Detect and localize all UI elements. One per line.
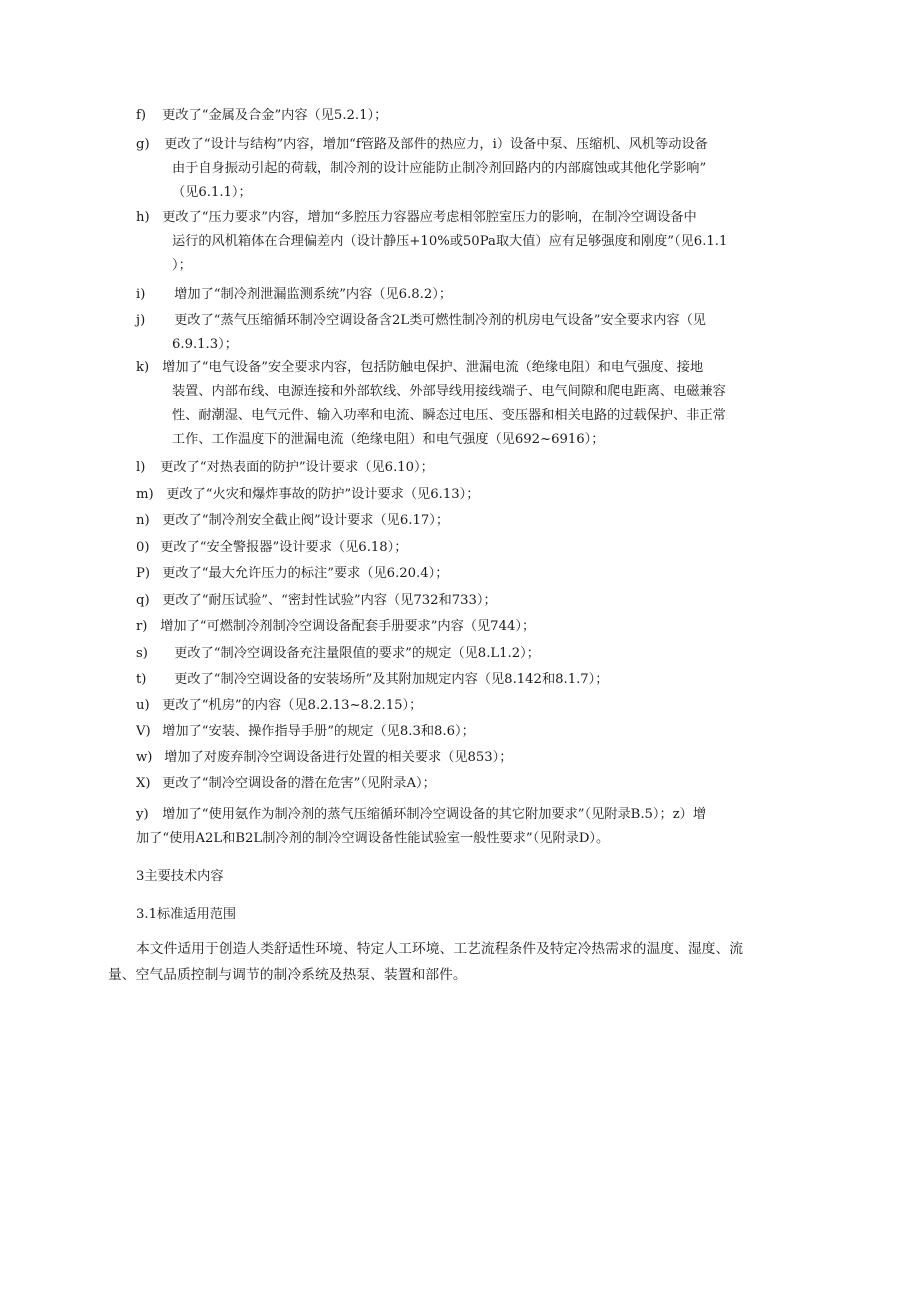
list-text: 更改了“金属及合金”内容（见5.2.1）； bbox=[162, 108, 388, 123]
list-item-q bbox=[136, 589, 826, 613]
list-marker: y) bbox=[136, 807, 149, 822]
list-marker: s) bbox=[136, 646, 148, 661]
list-text: 增加了“可燃制冷剂制冷空调设备配套手册要求”内容（见744）； bbox=[160, 619, 536, 634]
list-text: 更改了“制冷空调设备充注量限值的要求”的规定（见8.L1.2）； bbox=[174, 646, 540, 661]
list-item-r bbox=[136, 615, 826, 639]
list-marker: q) bbox=[136, 593, 150, 608]
list-text-continuation: 运行的风机箱体在合理偏差内（设计静压+10%或50Pa取大值）应有足够强度和刚度”（见6.1.1 bbox=[172, 234, 728, 249]
list-item-p bbox=[136, 562, 826, 586]
list-text-continuation: 由于自身振动引起的荷载，制冷剂的设计应能防止制冷剂回路内的内部腐蚀或其他化学影响” bbox=[172, 161, 707, 176]
list-item-x bbox=[136, 772, 826, 796]
list-text: 更改了“火灾和爆炸事故的防护”设计要求（见6.13）； bbox=[166, 487, 480, 502]
list-text-continuation: 工作、工作温度下的泄漏电流（绝缘电阻）和电气强度（见692~6916）； bbox=[172, 432, 605, 447]
list-item-o bbox=[136, 536, 826, 560]
list-marker: 0) bbox=[136, 540, 150, 555]
list-marker: m) bbox=[136, 487, 154, 502]
paragraph-line: 本文件适用于创造人类舒适性环境、特定人工环境、工艺流程条件及特定冷热需求的温度、湿度、流 bbox=[136, 941, 744, 957]
list-marker: P) bbox=[136, 566, 151, 581]
list-text: 增加了“制冷剂泄漏监测系统”内容（见6.8.2）； bbox=[174, 287, 453, 302]
list-marker: w) bbox=[136, 750, 153, 765]
list-marker: l) bbox=[136, 460, 146, 475]
list-text: 更改了“制冷空调设备的潜在危害”（见附录A）； bbox=[162, 776, 436, 791]
list-text: 更改了“设计与结构”内容，增加“f管路及部件的热应力，i）设备中泵、压缩机、风机等动设备 bbox=[164, 137, 708, 152]
list-text-continuation: （见6.1.1）； bbox=[172, 185, 252, 200]
list-marker: i) bbox=[136, 287, 146, 302]
list-text-continuation: 加了“使用A2L和B2L制冷剂的制冷空调设备性能试验室一般性要求”（见附录D）。 bbox=[136, 831, 610, 846]
list-item-k bbox=[136, 356, 826, 452]
list-marker: V) bbox=[136, 724, 151, 739]
list-marker: n) bbox=[136, 513, 150, 528]
list-marker: f) bbox=[136, 108, 147, 123]
list-text: 增加了“使用氨作为制冷剂的蒸气压缩循环制冷空调设备的其它附加要求”（见附录B.5）；z）增 bbox=[162, 807, 707, 822]
list-text: 更改了“最大允许压力的标注”要求（见6.20.4）； bbox=[162, 566, 449, 581]
scope-paragraph bbox=[108, 936, 828, 988]
list-item-n bbox=[136, 509, 826, 533]
list-item-u bbox=[136, 694, 826, 718]
paragraph-line: 量、空气品质控制与调节的制冷系统及热泵、装置和部件。 bbox=[108, 967, 467, 983]
list-text: 增加了“安装、操作指导手册”的规定（见8.3和8.6）； bbox=[162, 724, 475, 739]
list-text: 增加了“电气设备”安全要求内容，包括防触电保护、泄漏电流（绝缘电阻）和电气强度、接地 bbox=[162, 360, 704, 375]
list-text: 更改了“对热表面的防护”设计要求（见6.10）； bbox=[160, 460, 434, 475]
list-item-h bbox=[136, 206, 826, 278]
list-marker: r) bbox=[136, 619, 148, 634]
list-marker: t) bbox=[136, 672, 147, 687]
list-text: 增加了对废弃制冷空调设备进行处置的相关要求（见853）； bbox=[164, 750, 513, 765]
list-item-f bbox=[136, 104, 826, 128]
list-text: 更改了“制冷空调设备的安装场所”及其附加规定内容（见8.142和8.1.7）； bbox=[174, 672, 609, 687]
list-text: 更改了“耐压试验”、“密封性试验”内容（见732和733）； bbox=[162, 593, 497, 608]
list-text: 更改了“机房”的内容（见8.2.13~8.2.15）； bbox=[162, 698, 423, 713]
list-marker: g) bbox=[136, 137, 150, 152]
list-item-l bbox=[136, 456, 826, 480]
list-item-j bbox=[136, 309, 826, 357]
list-text-continuation: 6.9.1.3）； bbox=[172, 337, 238, 352]
list-marker: X) bbox=[136, 776, 151, 791]
list-text: 更改了“安全警报器”设计要求（见6.18）； bbox=[160, 540, 408, 555]
list-text-continuation: ）； bbox=[172, 258, 192, 273]
list-text: 更改了“压力要求”内容，增加“多腔压力容器应考虑相邻腔室压力的影响，在制冷空调设备中 bbox=[162, 210, 697, 225]
list-marker: u) bbox=[136, 698, 150, 713]
list-item-m bbox=[136, 483, 826, 507]
list-marker: j) bbox=[136, 313, 146, 328]
list-item-v bbox=[136, 720, 826, 744]
list-item-g bbox=[136, 133, 826, 205]
list-marker: h) bbox=[136, 210, 150, 225]
list-text-continuation: 性、耐潮湿、电气元件、输入功率和电流、瞬态过电压、变压器和相关电路的过载保护、非正常 bbox=[172, 408, 726, 423]
list-item-y bbox=[136, 803, 826, 851]
list-item-i bbox=[136, 283, 826, 307]
list-text: 更改了“蒸气压缩循环制冷空调设备含2L类可燃性制冷剂的机房电气设备”安全要求内容（见 bbox=[174, 313, 706, 328]
list-item-t bbox=[136, 668, 826, 692]
list-text: 更改了“制冷剂安全截止阀”设计要求（见6.17）； bbox=[162, 513, 450, 528]
list-marker: k) bbox=[136, 360, 150, 375]
list-text-continuation: 装置、内部布线、电源连接和外部软线、外部导线用接线端子、电气间隙和爬电距离、电磁兼容 bbox=[172, 384, 726, 399]
list-item-w bbox=[136, 746, 826, 770]
section-heading-3-1: 3.1标准适用范围 bbox=[136, 907, 237, 922]
list-item-s bbox=[136, 642, 826, 666]
section-heading-3: 3主要技术内容 bbox=[136, 869, 224, 884]
